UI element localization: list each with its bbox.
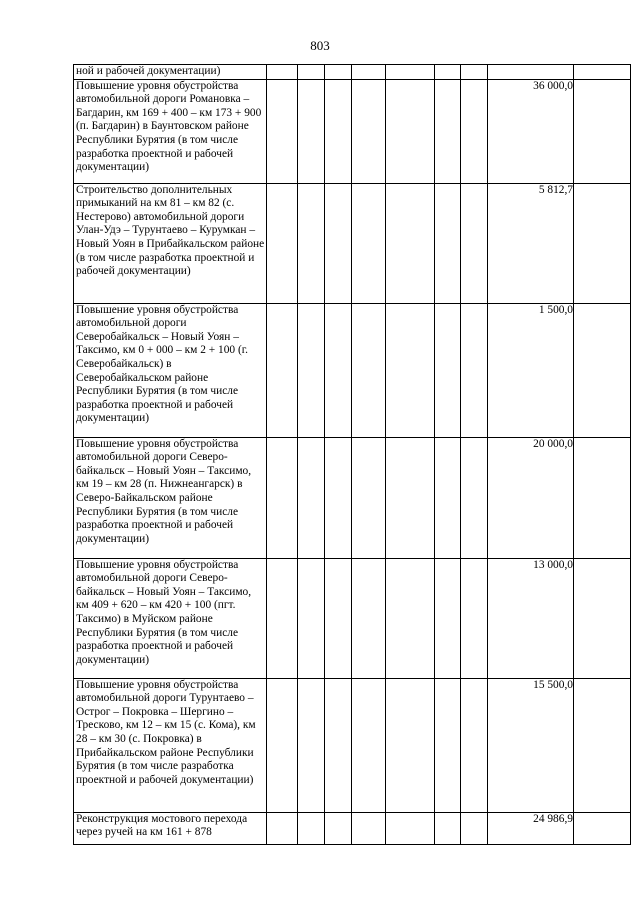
row-amount: 1 500,0 <box>488 303 574 437</box>
row-description: ной и рабочей документации) <box>74 65 267 80</box>
row-description: Повышение уровня обустройства автомобильной дороги Турунтаево – Острог – Покровка – Шергино – Тресково, км 12 – км 15 (с. Кома), км 28 – км 30 (с. Покровка) в Прибайкальском районе Республики Бурятия (в том числе разработка проектной и рабочей документации) <box>74 678 267 812</box>
row-amount: 24 986,9 <box>488 812 574 844</box>
row-description: Повышение уровня обустройства автомобильной дороги Романовка – Багдарин, км 169 + 400 – км 173 + 900 (п. Багдарин) в Баунтовском районе Республики Бурятия (в том числе разработка проектной и рабочей документации) <box>74 79 267 183</box>
row-description: Повышение уровня обустройства автомобильной дороги Северобайкальск – Новый Уоян – Таксимо, км 0 + 000 – км 2 + 100 (г. Северобайкальск) в Северобайкальском районе Республики Бурятия (в том числе разработка проектной и рабочей документации) <box>74 303 267 437</box>
table-row <box>74 437 631 558</box>
row-description: Повышение уровня обустройства автомобильной дороги Северо-байкальск – Новый Уоян – Таксимо, км 409 + 620 – км 420 + 100 (пгт. Таксимо) в Муйском районе Республики Бурятия (в том числе разработка проектной и рабочей документации) <box>74 558 267 678</box>
row-description: Реконструкция мостового перехода через ручей на км 161 + 878 <box>74 812 267 844</box>
row-amount: 20 000,0 <box>488 437 574 558</box>
table-row <box>74 183 631 303</box>
page-number: 803 <box>310 38 330 53</box>
table-row <box>74 65 631 80</box>
row-description: Повышение уровня обустройства автомобильной дороги Северо-байкальск – Новый Уоян – Таксимо, км 19 – км 28 (п. Нижнеангарск) в Северо-Байкальском районе Республики Бурятия (в том числе разработка проектной и рабочей документации) <box>74 437 267 558</box>
budget-table <box>73 64 631 845</box>
row-amount: 15 500,0 <box>488 678 574 812</box>
row-amount <box>488 65 574 80</box>
row-description: Строительство дополнительных примыканий на км 81 – км 82 (с. Нестерово) автомобильной дороги Улан-Удэ – Турунтаево – Курумкан – Новый Уоян в Прибайкальском районе (в том числе разработка проектной и рабочей документации) <box>74 183 267 303</box>
row-amount: 13 000,0 <box>488 558 574 678</box>
table-row <box>74 678 631 812</box>
row-amount: 36 000,0 <box>488 79 574 183</box>
table-row <box>74 79 631 183</box>
row-amount: 5 812,7 <box>488 183 574 303</box>
table-row <box>74 558 631 678</box>
table-row <box>74 812 631 844</box>
table-row <box>74 303 631 437</box>
